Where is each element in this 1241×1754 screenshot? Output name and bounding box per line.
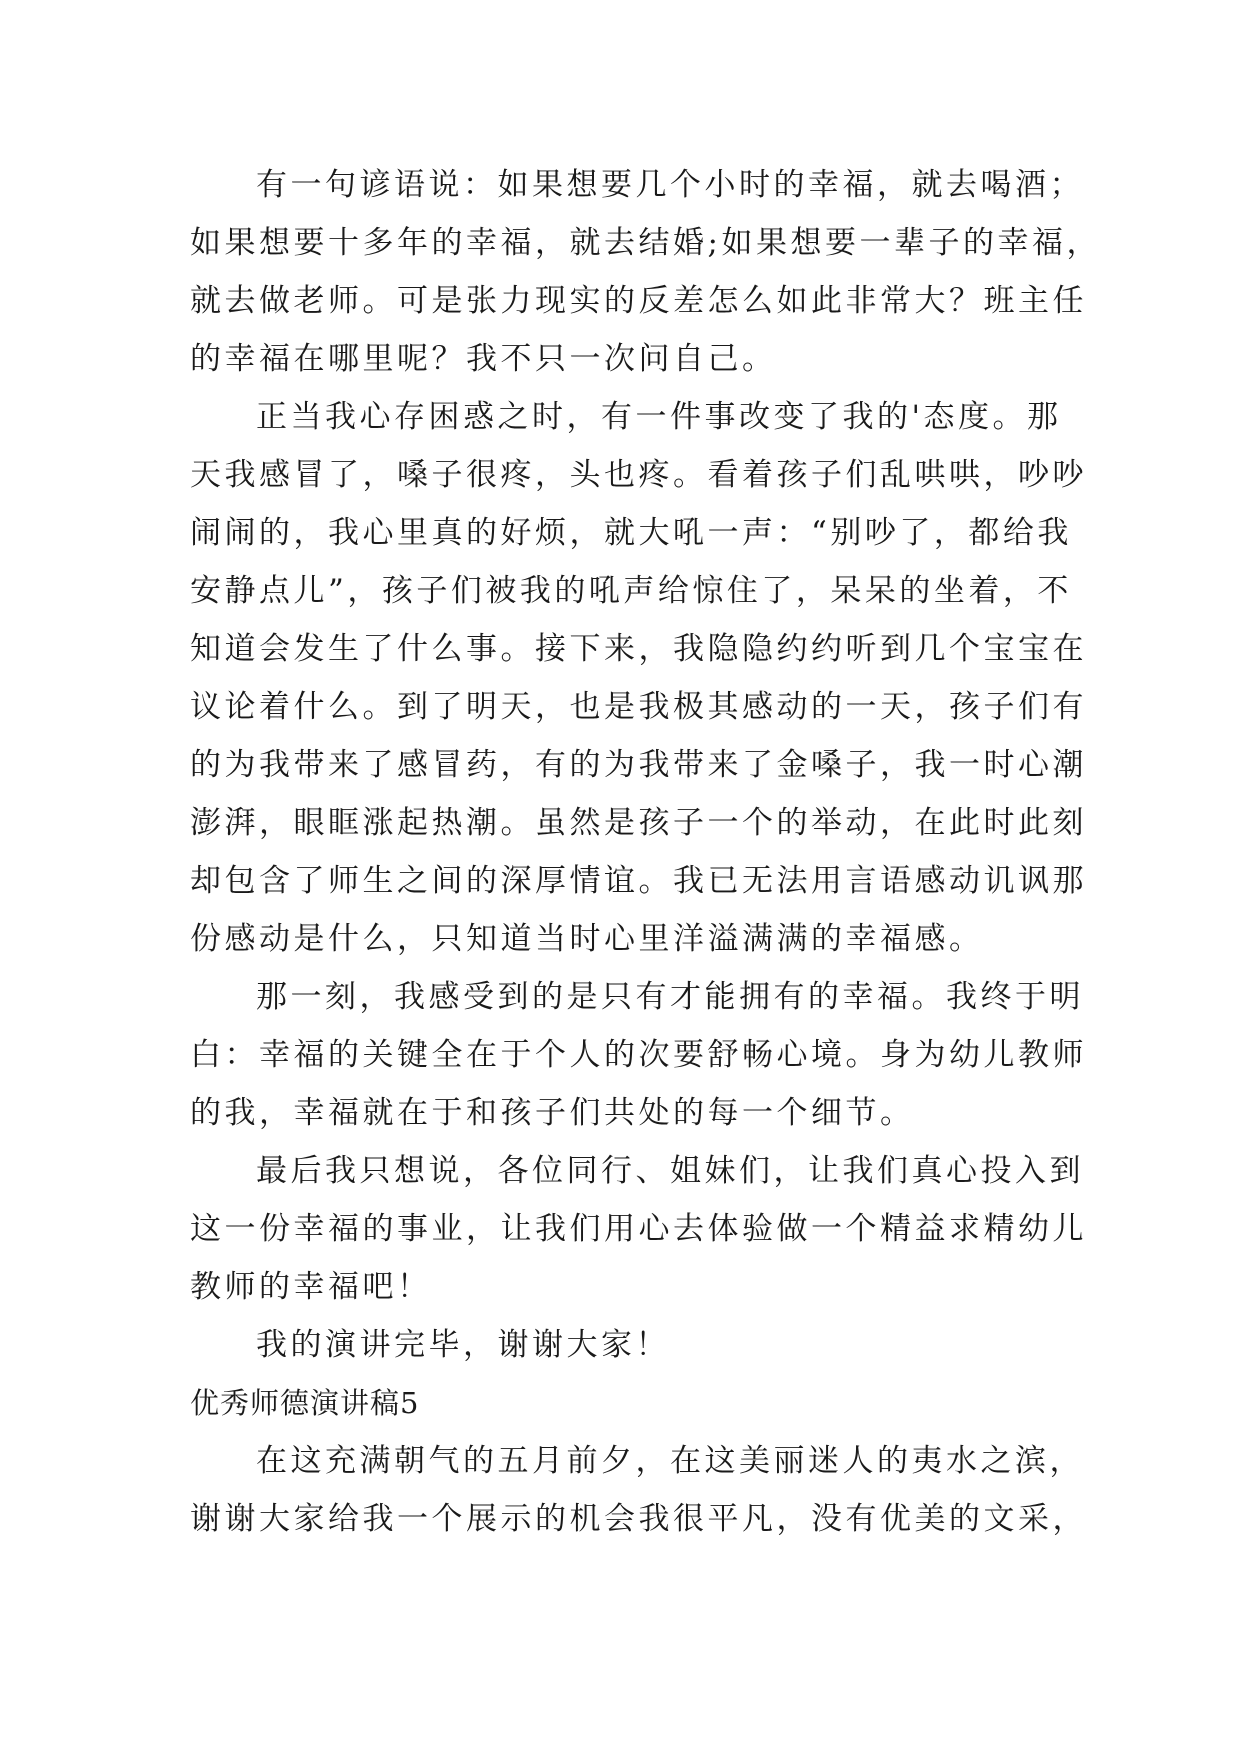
section-heading: 优秀师德演讲稿5 bbox=[190, 1386, 420, 1420]
text-line: 议论着什么。到了明天，也是我极其感动的一天，孩子们有 bbox=[190, 689, 1087, 725]
text-line: 知道会发生了什么事。接下来，我隐隐约约听到几个宝宝在 bbox=[190, 631, 1087, 667]
text-line: 天我感冒了，嗓子很疼，头也疼。看着孩子们乱哄哄，吵吵 bbox=[190, 457, 1087, 493]
text-line: 有一句谚语说：如果想要几个小时的幸福，就去喝酒； bbox=[256, 167, 1084, 203]
text-line: 教师的幸福吧！ bbox=[190, 1269, 432, 1305]
text-line: 我的演讲完毕，谢谢大家！ bbox=[256, 1327, 670, 1363]
text-line: 份感动是什么，只知道当时心里洋溢满满的幸福感。 bbox=[190, 921, 984, 957]
text-line: 就去做老师。可是张力现实的反差怎么如此非常大？班主任 bbox=[190, 283, 1087, 319]
document-page bbox=[190, 156, 1101, 1548]
text-line: 白：幸福的关键全在于个人的次要舒畅心境。身为幼儿教师 bbox=[190, 1037, 1087, 1073]
text-line: 谢谢大家给我一个展示的机会我很平凡，没有优美的文采， bbox=[190, 1501, 1087, 1537]
text-line: 在这充满朝气的五月前夕，在这美丽迷人的夷水之滨， bbox=[256, 1443, 1084, 1479]
text-line: 澎湃，眼眶涨起热潮。虽然是孩子一个的举动，在此时此刻 bbox=[190, 805, 1087, 841]
text-line: 安静点儿”，孩子们被我的吼声给惊住了，呆呆的坐着，不 bbox=[190, 573, 1072, 609]
text-line: 的幸福在哪里呢？我不只一次问自己。 bbox=[190, 341, 777, 377]
text-line: 那一刻，我感受到的是只有才能拥有的幸福。我终于明 bbox=[256, 979, 1084, 1015]
text-line: 却包含了师生之间的深厚情谊。我已无法用言语感动讥讽那 bbox=[190, 863, 1087, 899]
text-line: 最后我只想说，各位同行、姐妹们，让我们真心投入到 bbox=[256, 1153, 1084, 1189]
text-line: 如果想要十多年的幸福，就去结婚;如果想要一辈子的幸福， bbox=[190, 225, 1101, 261]
text-line: 闹闹的，我心里真的好烦，就大吼一声：“别吵了，都给我 bbox=[190, 515, 1072, 551]
text-line: 这一份幸福的事业，让我们用心去体验做一个精益求精幼儿 bbox=[190, 1211, 1087, 1247]
text-line: 的我，幸福就在于和孩子们共处的每一个细节。 bbox=[190, 1095, 915, 1131]
text-line: 正当我心存困惑之时，有一件事改变了我的'态度。那 bbox=[256, 399, 1062, 435]
text-line: 的为我带来了感冒药，有的为我带来了金嗓子，我一时心潮 bbox=[190, 747, 1087, 783]
